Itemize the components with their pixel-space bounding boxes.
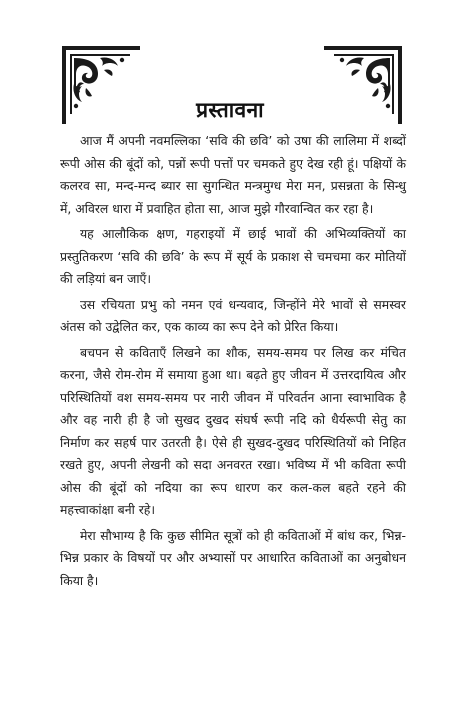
preface-body: [60, 130, 406, 595]
paragraph-2: यह आलौकिक क्षण, गहराइयों में छाई भावों की अभिव्यक्तियों का प्रस्तुतिकरण ‘सवि की छवि’ के रूप में सूर्य के प्रकाश से चमचमा कर मोतियों की लड़ियां बन जाएँ।: [60, 226, 406, 286]
paragraph-5: मेरा सौभाग्य है कि कुछ सीमित सूत्रों को ही कविताओं में बांध कर, भिन्न-भिन्न प्रकार के विषयों पर और अभ्यासों पर आधारित कविताओं का अनुबोधन किया है।: [60, 527, 406, 588]
paragraph-3: उस रचियता प्रभु को नमन एवं धन्यवाद, जिन्होंने मेरे भावों से समस्वर अंतस को उद्वेलित कर, एक काव्य का रूप देने को प्रेरित किया।: [60, 296, 406, 334]
paragraph-4: बचपन से कविताएँ लिखने का शौक, समय-समय पर लिख कर मंचित करना, जैसे रोम-रोम में समाया हुआ था। बढ़ते हुए जीवन में उत्तरदायित्व और परिस्थितियों वश समय-समय पर नारी जीवन में परिवर्तन आना स्वाभाविक है और वह नारी ही है जो सुखद दुखद संघर्ष रूपी नदि को धैर्यरूपी सेतु का निर्माण कर सहर्ष पार उतरती है। ऐसे ही सुखद-दुखद परिस्थितियों को निहित रखते हुए, अपनी लेखनी को सदा अनवरत रखा। भविष्य में भी कविता रूपी ओस की बूंदों को नदिया का रूप धारण कर कल-कल बहते रहने की महत्त्वाकांक्षा बनी रहे।: [60, 344, 406, 517]
paragraph-1: आज मैं अपनी नवमल्लिका ‘सवि की छवि’ को उषा की लालिमा में शब्दों रूपी ओस की बूंदों को, पन्नों रूपी पत्तों पर चमकते हुए देख रही हूं। पक्षियों के कलरव सा, मन्द-मन्द ब्यार सा सुगन्धित मन्त्रमुग्ध मेरा मन, प्रसन्नता के सिन्धु में, अविरल धारा में प्रवाहित होता सा, आज मुझे गौरवान्वित कर रहा है।: [60, 133, 406, 216]
page-title: प्रस्तावना: [196, 98, 264, 123]
